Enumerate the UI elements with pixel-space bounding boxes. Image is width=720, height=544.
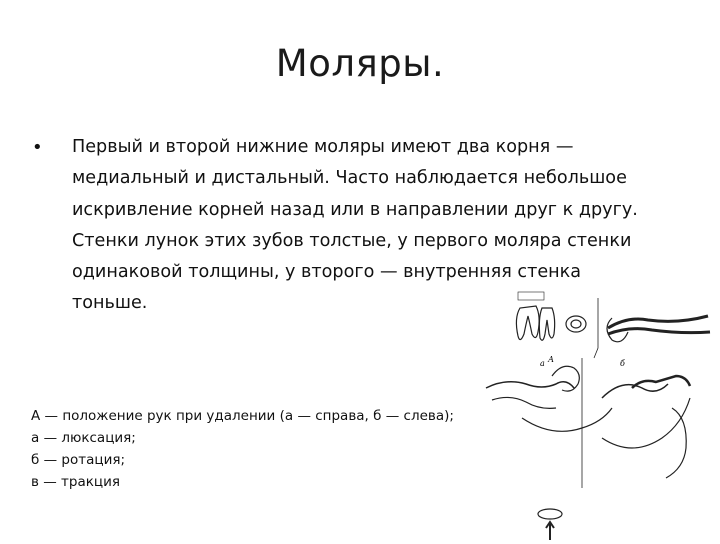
arm-outline xyxy=(666,408,686,478)
figure-caption xyxy=(31,405,454,493)
hand-left xyxy=(486,382,574,388)
figure-label-b: б xyxy=(620,359,625,368)
figure-label-A: А xyxy=(548,355,555,364)
jaw-outline xyxy=(522,408,612,431)
caption-line: в — тракция xyxy=(31,474,120,490)
molar-tooth-outline xyxy=(516,306,539,340)
traction-diagram-ellipse xyxy=(538,509,562,519)
tooth-diagram-label-box xyxy=(518,292,544,300)
figure-label-a: а xyxy=(540,359,545,368)
forceps-handle xyxy=(608,316,708,328)
caption-line: А — положение рук при удалении (а — справа, б — слева); xyxy=(31,408,454,424)
divider-line xyxy=(594,298,598,358)
tooth-cross-section xyxy=(566,316,586,332)
bullet-marker: • xyxy=(32,137,43,158)
molar-tooth-outline xyxy=(539,308,554,340)
slide-title: Моляры. xyxy=(275,42,445,85)
bullet-line: медиальный и дистальный. Часто наблюдается небольшое xyxy=(72,168,627,189)
patient-head xyxy=(552,366,579,391)
bullet-line: тоньше. xyxy=(72,293,148,314)
bullet-line: одинаковой толщины, у второго — внутренняя стенка xyxy=(72,262,582,283)
bullet-line: Стенки лунок этих зубов толстые, у первого моляра стенки xyxy=(72,230,632,251)
caption-line: а — люксация; xyxy=(31,430,136,446)
bullet-line: искривление корней назад или в направлении друг к другу. xyxy=(72,199,638,220)
illustration-svg xyxy=(482,288,720,540)
forceps-right xyxy=(632,376,690,388)
bullet-line: Первый и второй нижние моляры имеют два корня — xyxy=(72,137,574,157)
tooth-extraction-illustration xyxy=(482,288,720,540)
caption-line: б — ротация; xyxy=(31,452,126,468)
